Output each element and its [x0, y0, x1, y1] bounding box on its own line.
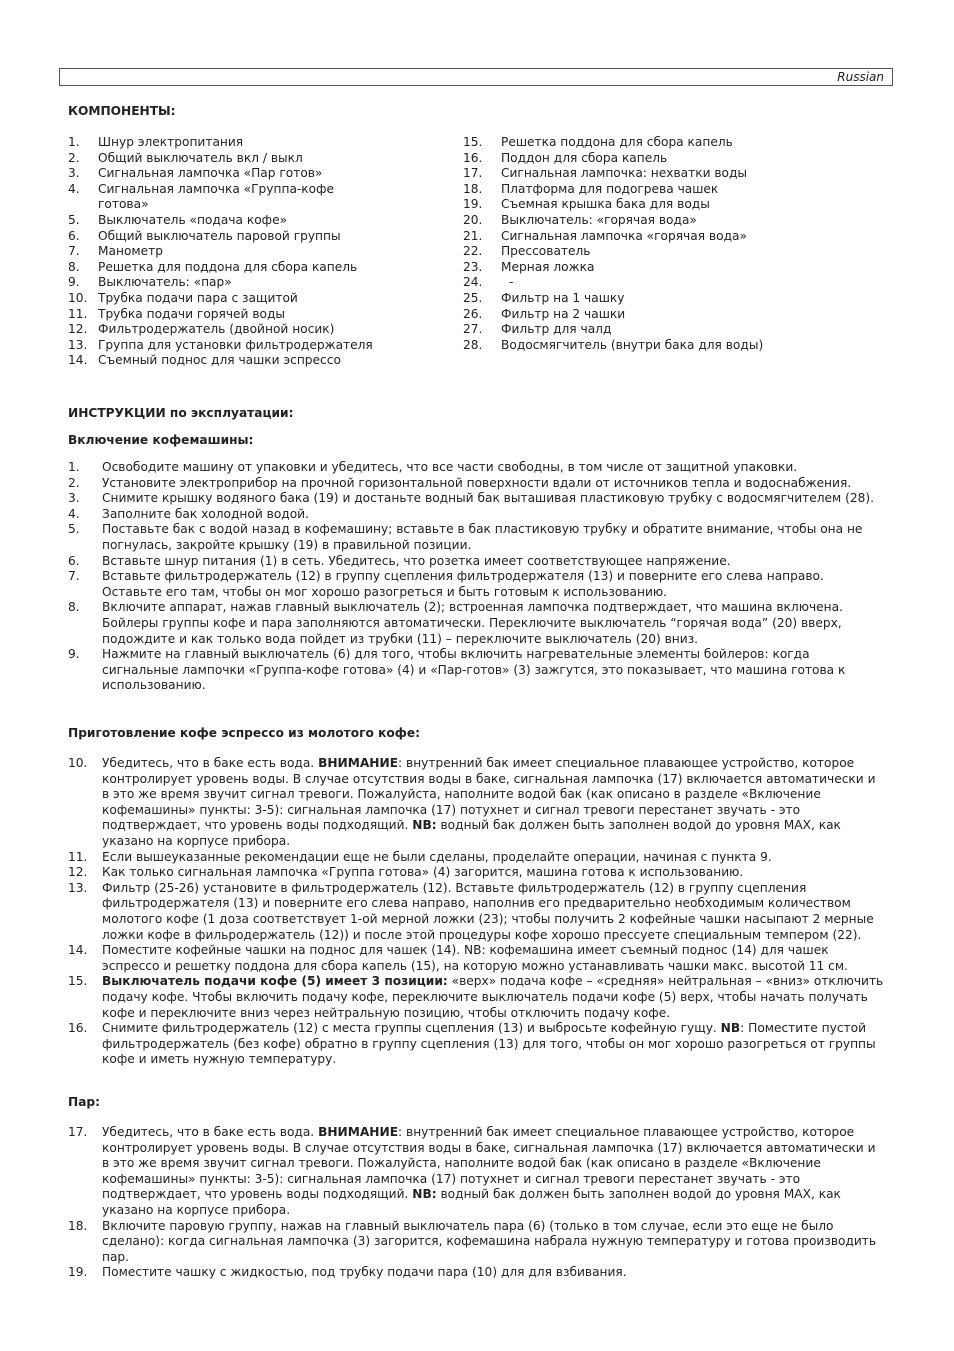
list-item: 3. Сигнальная лампочка «Пар готов» [68, 166, 323, 181]
list-item: 17. Убедитесь, что в баке есть вода. ВНИМАНИЕ: внутренний бак имеет специальное плавающее устройство, которое контролирует уровень воды. В случае отсутствия воды в баке, сигнальная лампочка (17) включается автоматически и в это же время звучит сигнал тревоги. Пожалуйста, наполните водой бак (как описано в разделе «Включение кофемашины» пункты: 3-5): сигнальная лампочка (17) потухнет и сигнал тревоги перестанет звучать - это подтверждает, что уровень воды подходящий. NB: водный бак должен быть заполнен водой до уровня MAX, как указано на корпусе прибора. [68, 1125, 876, 1217]
list-item: 19. Съемная крышка бака для воды [463, 197, 710, 212]
list-item: 7. Вставьте фильтродержатель (12) в группу сцепления фильтродержателя (13) и поверните его слева направо. Оставьте его там, чтобы он мог хорошо разогреться и быть готовым к использованию. [68, 569, 824, 599]
components-heading: КОМПОНЕНТЫ: [68, 104, 176, 118]
espresso-heading: Приготовление кофе эспрессо из молотого кофе: [68, 726, 420, 740]
list-item: 5. Выключатель «подача кофе» [68, 212, 288, 227]
list-item: 4. Сигнальная лампочка «Группа-кофе готова» [68, 181, 335, 212]
list-item: 1. Шнур электропитания [68, 135, 244, 149]
list-item: 6. Общий выключатель паровой группы [68, 228, 341, 243]
list-item: 24. - [463, 275, 514, 290]
list-item: 14. Съемный поднос для чашки эспрессо [68, 353, 341, 368]
list-item: 18. Включите паровую группу, нажав на главный выключатель пара (6) (только в том случае, если это еще не было сделано): когда сигнальная лампочка (3) загорится, кофемашина набрала нужную температуру и готова производить пар. [68, 1218, 877, 1264]
list-item: 9. Выключатель: «пар» [68, 275, 232, 290]
list-item: 16. Снимите фильтродержатель (12) с места группы сцепления (13) и выбросьте кофейную гущу. NB: Поместите пустой фильтродержатель (без кофе) обратно в группу сцепления (13) для того, чтобы он мог хорошо разогреться от группы кофе и иметь нужную температуру. [68, 1021, 876, 1067]
steam-list [68, 1125, 886, 1281]
list-item: 17. Сигнальная лампочка: нехватки воды [463, 166, 748, 181]
list-item: 6. Вставьте шнур питания (1) в сеть. Убедитесь, что розетка имеет соответствующее напряжение. [68, 553, 731, 568]
list-item: 12. Фильтродержатель (двойной носик) [68, 322, 335, 337]
list-item: 28. Водосмягчитель (внутри бака для воды) [463, 337, 764, 352]
list-item: 11. Если вышеуказанные рекомендации еще не были сделаны, проделайте операции, начиная с пункта 9. [68, 849, 772, 864]
list-item: 15. Решетка поддона для сбора капель [463, 135, 733, 149]
list-item: 8. Решетка для поддона для сбора капель [68, 259, 358, 274]
components-list-right [463, 135, 883, 353]
list-item: 25. Фильтр на 1 чашку [463, 290, 625, 305]
page-header-box [59, 68, 893, 86]
list-item: 2. Общий выключатель вкл / выкл [68, 150, 303, 165]
list-item: 4. Заполните бак холодной водой. [68, 506, 309, 521]
list-item: 1. Освободите машину от упаковки и убедитесь, что все части свободны, в том числе от защитной упаковки. [68, 460, 798, 474]
list-item: 18. Платформа для подогрева чашек [463, 181, 719, 196]
list-item: 7. Манометр [68, 244, 163, 259]
espresso-list [68, 756, 886, 1068]
list-item: 26. Фильтр на 2 чашки [463, 306, 626, 321]
list-item: 10. Трубка подачи пара с защитой [68, 290, 298, 305]
list-item: 20. Выключатель: «горячая вода» [463, 212, 697, 227]
list-item: 16. Поддон для сбора капель [463, 150, 668, 165]
list-item: 23. Мерная ложка [463, 259, 595, 274]
list-item: 8. Включите аппарат, нажав главный выключатель (2); встроенная лампочка подтверждает, что машина включена. Бойлеры группы кофе и пара заполняются автоматически. Переключите выключатель “горячая вода” (20) вверх, подождите и как только вода пойдет из трубки (11) – переключите выключатель (20) вниз. [68, 600, 843, 646]
steam-heading: Пар: [68, 1095, 101, 1109]
list-item: 19. Поместите чашку с жидкостью, под трубку подачи пара (10) для для взбивания. [68, 1265, 627, 1280]
power-on-heading: Включение кофемашины: [68, 433, 254, 447]
list-item: 13. Группа для установки фильтродержателя [68, 337, 373, 352]
list-item: 21. Сигнальная лампочка «горячая вода» [463, 228, 747, 243]
list-item: 9. Нажмите на главный выключатель (6) для того, чтобы включить нагревательные элементы бойлеров: когда сигнальные лампочки «Группа-кофе готова» (4) и «Пар-готов» (3) зажгутся, это показывает, что машина готова к использованию. [68, 647, 846, 693]
power-on-list [68, 460, 886, 694]
instructions-heading: ИНСТРУКЦИИ по эксплуатации: [68, 406, 294, 420]
list-item: 5. Поставьте бак с водой назад в кофемашину; вставьте в бак пластиковую трубку и обратите внимание, чтобы она не погнулась, закройте крышку (19) в правильной позиции. [68, 522, 863, 552]
list-item: 10. Убедитесь, что в баке есть вода. ВНИМАНИЕ: внутренний бак имеет специальное плавающее устройство, которое контролирует уровень воды. В случае отсутствия воды в баке, сигнальная лампочка (17) включается автоматически и в это же время звучит сигнал тревоги. Пожалуйста, наполните водой бак (как описано в разделе «Включение кофемашины» пункты: 3-5): сигнальная лампочка (17) потухнет и сигнал тревоги перестанет звучать - это подтверждает, что уровень воды подходящий. NB: водный бак должен быть заполнен водой до уровня MAX, как указано на корпусе прибора. [68, 756, 876, 848]
list-item: 3. Снимите крышку водяного бака (19) и достаньте водный бак выташивая пластиковую трубку с водосмягчителем (28). [68, 491, 874, 506]
list-item: 15. Выключатель подачи кофе (5) имеет 3 позиции: «верх» подача кофе – «средняя» нейтральная – «вниз» отключить подачу кофе. Чтобы включить подачу кофе, переключите выключатель подачи кофе (5) верх, чтобы начать получать кофе и переключите вниз через нейтральную позицию, чтобы отключить подачу кофе. [68, 974, 884, 1020]
list-item: 27. Фильтр для чалд [463, 322, 612, 337]
list-item: 2. Установите электроприбор на прочной горизонтальной поверхности вдали от источников тепла и водоснабжения. [68, 475, 852, 490]
list-item: 22. Прессователь [463, 244, 591, 259]
list-item: 12. Как только сигнальная лампочка «Группа готова» (4) загорится, машина готова к использованию. [68, 865, 744, 880]
language-label: Russian [837, 70, 884, 84]
list-item: 13. Фильтр (25-26) установите в фильтродержатель (12). Вставьте фильтродержатель (12) в группу сцепления фильтродержателя (13) и поверните его слева направо, наполнив его предварительно необходимым количеством молотого кофе (1 доза соответствует 1-ой мерной ложки (23); чтобы получить 2 кофейные чашки насыпают 2 мерные ложки кофе в фильродержатель (12)) и после этой процедуры кофе хорошо прессуете специальным темпером (22). [68, 880, 874, 942]
list-item: 14. Поместите кофейные чашки на поднос для чашек (14). NB: кофемашина имеет съемный поднос (14) для чашек эспрессо и решетку поддона для сбора капель (15), на которую можно устанавливать чашки макс. высотой 11 см. [68, 943, 848, 973]
list-item: 11. Трубка подачи горячей воды [68, 306, 286, 321]
components-list-left [68, 135, 448, 369]
